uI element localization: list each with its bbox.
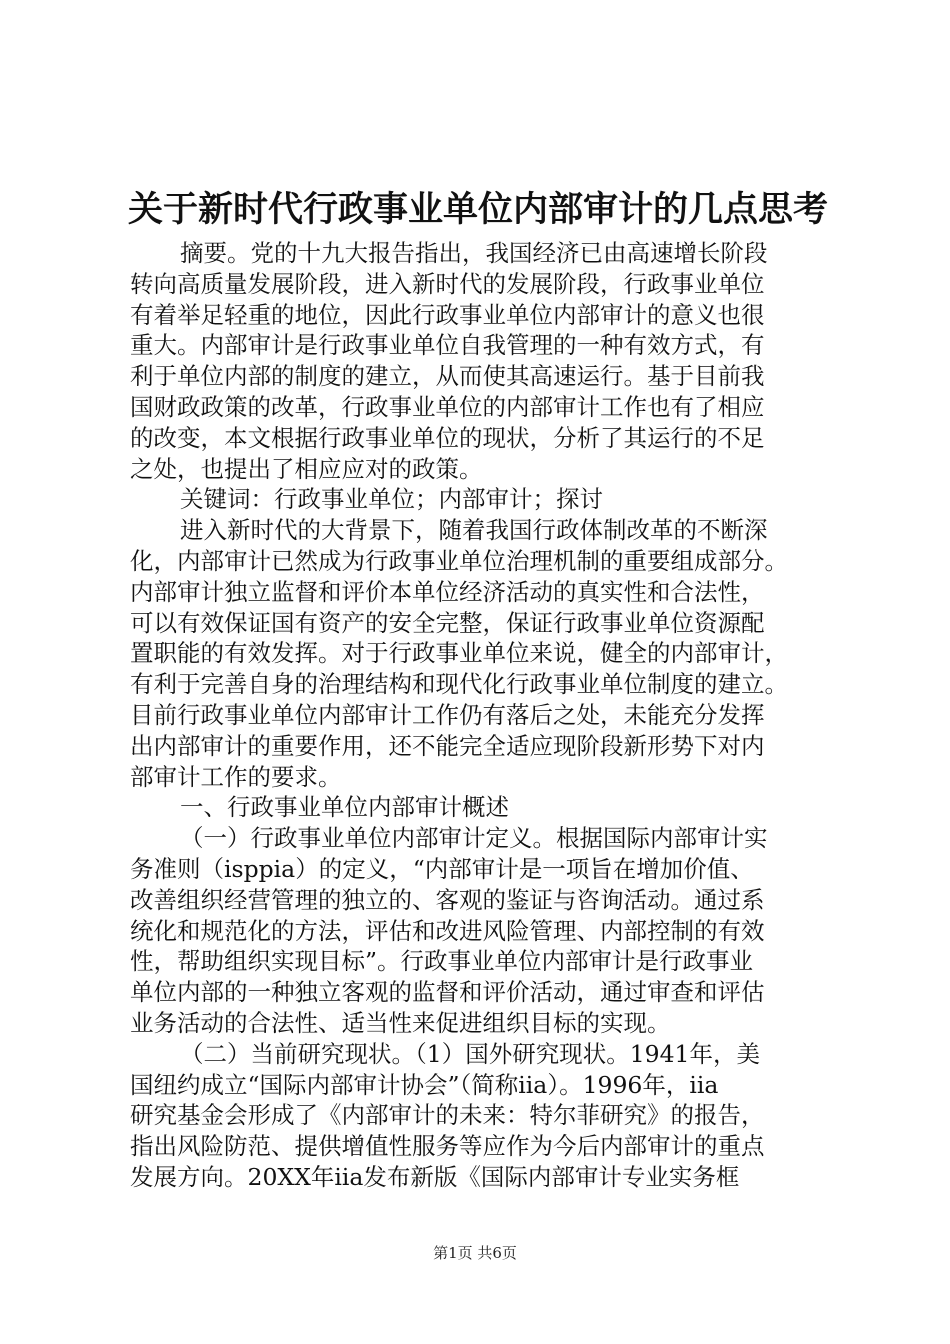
paragraph-line: 出内部审计的重要作用，还不能完全适应现阶段新形势下对内 bbox=[130, 731, 765, 760]
paragraph-line: 可以有效保证国有资产的安全完整，保证行政事业单位资源配 bbox=[130, 608, 765, 637]
paragraph-line: 利于单位内部的制度的建立，从而使其高速运行。基于目前我 bbox=[130, 362, 765, 391]
paragraph-line: 国财政政策的改革，行政事业单位的内部审计工作也有了相应 bbox=[130, 392, 765, 421]
paragraph-line: 置职能的有效发挥。对于行政事业单位来说，健全的内部审计， bbox=[130, 639, 788, 668]
paragraph-line: 统化和规范化的方法，评估和改进风险管理、内部控制的有效 bbox=[130, 916, 765, 945]
body-text bbox=[130, 238, 830, 1193]
paragraph-line: 目前行政事业单位内部审计工作仍有落后之处，未能充分发挥 bbox=[130, 700, 765, 729]
paragraph-line: （二）当前研究现状。（1）国外研究现状。1941年，美 bbox=[180, 1039, 761, 1068]
paragraph-line: 研究基金会形成了《内部审计的未来：特尔菲研究》的报告， bbox=[130, 1101, 765, 1130]
paragraph-line: 业务活动的合法性、适当性来促进组织目标的实现。 bbox=[130, 1008, 671, 1037]
paragraph-line: 发展方向。20XX年iia发布新版《国际内部审计专业实务框 bbox=[130, 1162, 740, 1191]
paragraph-line: 化，内部审计已然成为行政事业单位治理机制的重要组成部分。 bbox=[130, 546, 788, 575]
page-title: 关于新时代行政事业单位内部审计的几点思考 bbox=[128, 189, 829, 230]
paragraph-line: 单位内部的一种独立客观的监督和评价活动，通过审查和评估 bbox=[130, 978, 765, 1007]
paragraph-line: 重大。内部审计是行政事业单位自我管理的一种有效方式，有 bbox=[130, 331, 765, 360]
page-footer: 第1页 共6页 bbox=[433, 1244, 517, 1262]
paragraph-line: 之处，也提出了相应应对的政策。 bbox=[130, 454, 483, 483]
keywords-line: 关键词：行政事业单位；内部审计；探讨 bbox=[180, 485, 603, 514]
paragraph-line: 指出风险防范、提供增值性服务等应作为今后内部审计的重点 bbox=[130, 1132, 765, 1161]
paragraph-line: 改善组织经营管理的独立的、客观的鉴证与咨询活动。通过系 bbox=[130, 885, 765, 914]
paragraph-line: 的改变，本文根据行政事业单位的现状，分析了其运行的不足 bbox=[130, 423, 765, 452]
paragraph-line: 务准则（isppia）的定义，“内部审计是一项旨在增加价值、 bbox=[130, 854, 754, 883]
paragraph-line: 性，帮助组织实现目标”。行政事业单位内部审计是行政事业 bbox=[130, 947, 754, 976]
paragraph-line: （一）行政事业单位内部审计定义。根据国际内部审计实 bbox=[180, 824, 768, 853]
section-heading: 一、行政事业单位内部审计概述 bbox=[180, 793, 509, 822]
paragraph-line: 转向高质量发展阶段，进入新时代的发展阶段，行政事业单位 bbox=[130, 269, 765, 298]
paragraph-line: 国纽约成立“国际内部审计协会”（简称iia）。1996年，iia bbox=[130, 1070, 719, 1099]
paragraph-line: 进入新时代的大背景下，随着我国行政体制改革的不断深 bbox=[180, 516, 768, 545]
paragraph-line: 摘要。党的十九大报告指出，我国经济已由高速增长阶段 bbox=[180, 239, 768, 267]
paragraph-line: 部审计工作的要求。 bbox=[130, 762, 342, 791]
paragraph-line: 有着举足轻重的地位，因此行政事业单位内部审计的意义也很 bbox=[130, 300, 765, 329]
paragraph-line: 有利于完善自身的治理结构和现代化行政事业单位制度的建立。 bbox=[130, 670, 788, 699]
paragraph-line: 内部审计独立监督和评价本单位经济活动的真实性和合法性， bbox=[130, 577, 765, 606]
